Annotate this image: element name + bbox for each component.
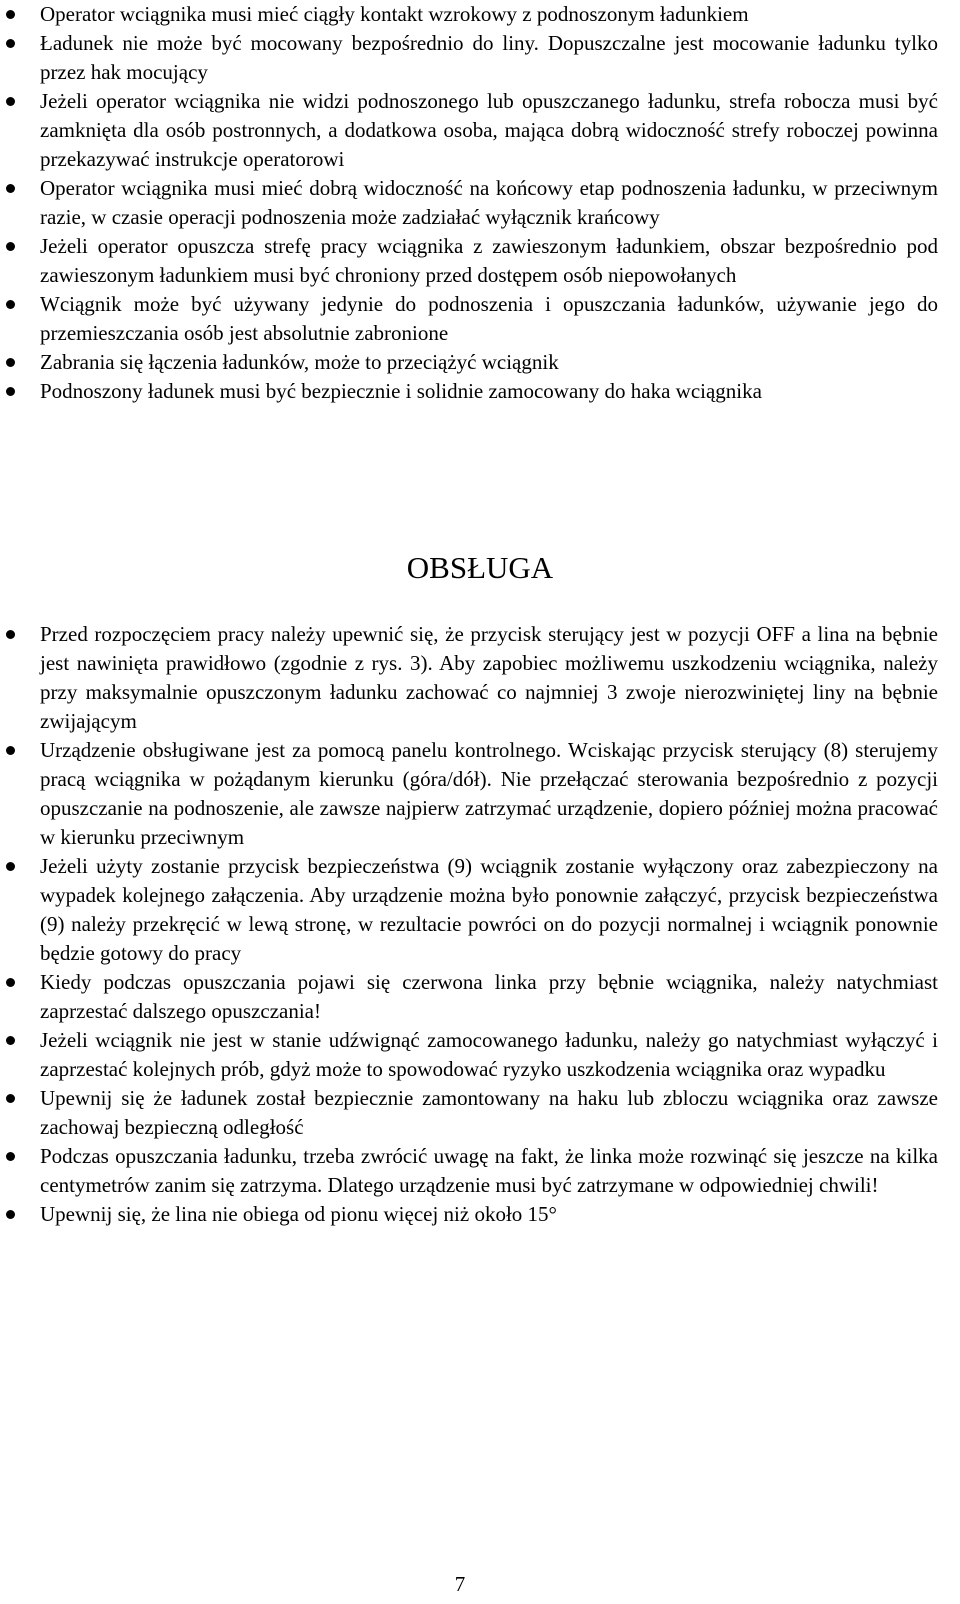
- list-item: [0, 1084, 960, 1142]
- list-item-text: Upewnij się, że lina nie obiega od pionu więcej niż około 15°: [40, 1202, 557, 1226]
- list-item-text: Podnoszony ładunek musi być bezpiecznie i solidnie zamocowany do haka wciągnika: [40, 379, 762, 403]
- list-item: [0, 87, 960, 174]
- bullet-icon: [6, 1210, 15, 1219]
- list-item: [0, 29, 960, 87]
- list-item-text: Jeżeli operator wciągnika nie widzi podnoszonego lub opuszczanego ładunku, strefa robocza musi być zamknięta dla osób postronnych, a dodatkowa osoba, mająca dobrą widoczność strefy roboczej powinna przekazywać instrukcje operatorowi: [40, 89, 938, 171]
- list-item: [0, 1142, 960, 1200]
- bullet-icon: [6, 1094, 15, 1103]
- bullet-icon: [6, 862, 15, 871]
- list-item: [0, 0, 960, 29]
- list-item: [0, 968, 960, 1026]
- list-item-text: Jeżeli operator opuszcza strefę pracy wciągnika z zawieszonym ładunkiem, obszar bezpośrednio pod zawieszonym ładunkiem musi być chroniony przed dostępem osób niepowołanych: [40, 234, 938, 287]
- list-item-text: Podczas opuszczania ładunku, trzeba zwrócić uwagę na fakt, że linka może rozwinąć się jeszcze na kilka centymetrów zanim się zatrzyma. Dlatego urządzenie musi być zatrzymane w odpowiedniej chwili!: [40, 1144, 938, 1197]
- bullet-icon: [6, 1152, 15, 1161]
- list-item: [0, 852, 960, 968]
- bullet-icon: [6, 242, 15, 251]
- list-item-text: Zabrania się łączenia ładunków, może to przeciążyć wciągnik: [40, 350, 559, 374]
- list-item: [0, 1200, 960, 1229]
- list-item-text: Przed rozpoczęciem pracy należy upewnić się, że przycisk sterujący jest w pozycji OFF a lina na bębnie jest nawinięta prawidłowo (zgodnie z rys. 3). Aby zapobiec możliwemu uszkodzeniu wciągnika, należy przy maksymalnie opuszczonym ładunku zachować co najmniej 3 zwoje nierozwiniętej liny na bębnie zwijającym: [40, 622, 938, 733]
- list-item: [0, 174, 960, 232]
- list-item: [0, 377, 960, 406]
- page-number: 7: [454, 1572, 466, 1596]
- list-item: [0, 1026, 960, 1084]
- bullet-icon: [6, 630, 15, 639]
- list-item: [0, 290, 960, 348]
- list-item-text: Wciągnik może być używany jedynie do podnoszenia i opuszczania ładunków, używanie jego do przemieszczania osób jest absolutnie zabronione: [40, 292, 938, 345]
- bullet-icon: [6, 97, 15, 106]
- safety-rules-list: [0, 0, 960, 406]
- list-item: [0, 620, 960, 736]
- section-heading: OBSŁUGA: [406, 550, 554, 585]
- bullet-icon: [6, 358, 15, 367]
- list-item: [0, 736, 960, 852]
- list-item-text: Jeżeli użyty zostanie przycisk bezpieczeństwa (9) wciągnik zostanie wyłączony oraz zabezpieczony na wypadek kolejnego załączenia. Aby urządzenie można było ponownie załączyć, przycisk bezpieczeństwa (9) należy przekręcić w lewą stronę, w rezultacie powróci on do pozycji normalnej i wciągnik ponownie będzie gotowy do pracy: [40, 854, 938, 965]
- bullet-icon: [6, 10, 15, 19]
- bullet-icon: [6, 1036, 15, 1045]
- list-item: [0, 232, 960, 290]
- bullet-icon: [6, 184, 15, 193]
- list-item-text: Upewnij się że ładunek został bezpiecznie zamontowany na haku lub zbloczu wciągnika oraz zawsze zachowaj bezpieczną odległość: [40, 1086, 938, 1139]
- list-item: [0, 348, 960, 377]
- list-item-text: Operator wciągnika musi mieć dobrą widoczność na końcowy etap podnoszenia ładunku, w przeciwnym razie, w czasie operacji podnoszenia może zadziałać wyłącznik krańcowy: [40, 176, 938, 229]
- bullet-icon: [6, 39, 15, 48]
- operation-instructions-list: [0, 620, 960, 1229]
- bullet-icon: [6, 387, 15, 396]
- list-item-text: Ładunek nie może być mocowany bezpośrednio do liny. Dopuszczalne jest mocowanie ładunku tylko przez hak mocujący: [40, 31, 938, 84]
- list-item-text: Jeżeli wciągnik nie jest w stanie udźwignąć zamocowanego ładunku, należy go natychmiast wyłączyć i zaprzestać kolejnych prób, gdyż może to spowodować ryzyko uszkodzenia wciągnika oraz wypadku: [40, 1028, 938, 1081]
- list-item-text: Operator wciągnika musi mieć ciągły kontakt wzrokowy z podnoszonym ładunkiem: [40, 2, 749, 26]
- list-item-text: Urządzenie obsługiwane jest za pomocą panelu kontrolnego. Wciskając przycisk sterujący (8) sterujemy pracą wciągnika w pożądanym kierunku (góra/dół). Nie przełączać sterowania bezpośrednio z pozycji opuszczanie na podnoszenie, ale zawsze najpierw zatrzymać urządzenie, dopiero później można pracować w kierunku przeciwnym: [40, 738, 938, 849]
- bullet-icon: [6, 978, 15, 987]
- bullet-icon: [6, 300, 15, 309]
- list-item-text: Kiedy podczas opuszczania pojawi się czerwona linka przy bębnie wciągnika, należy natychmiast zaprzestać dalszego opuszczania!: [40, 970, 938, 1023]
- bullet-icon: [6, 746, 15, 755]
